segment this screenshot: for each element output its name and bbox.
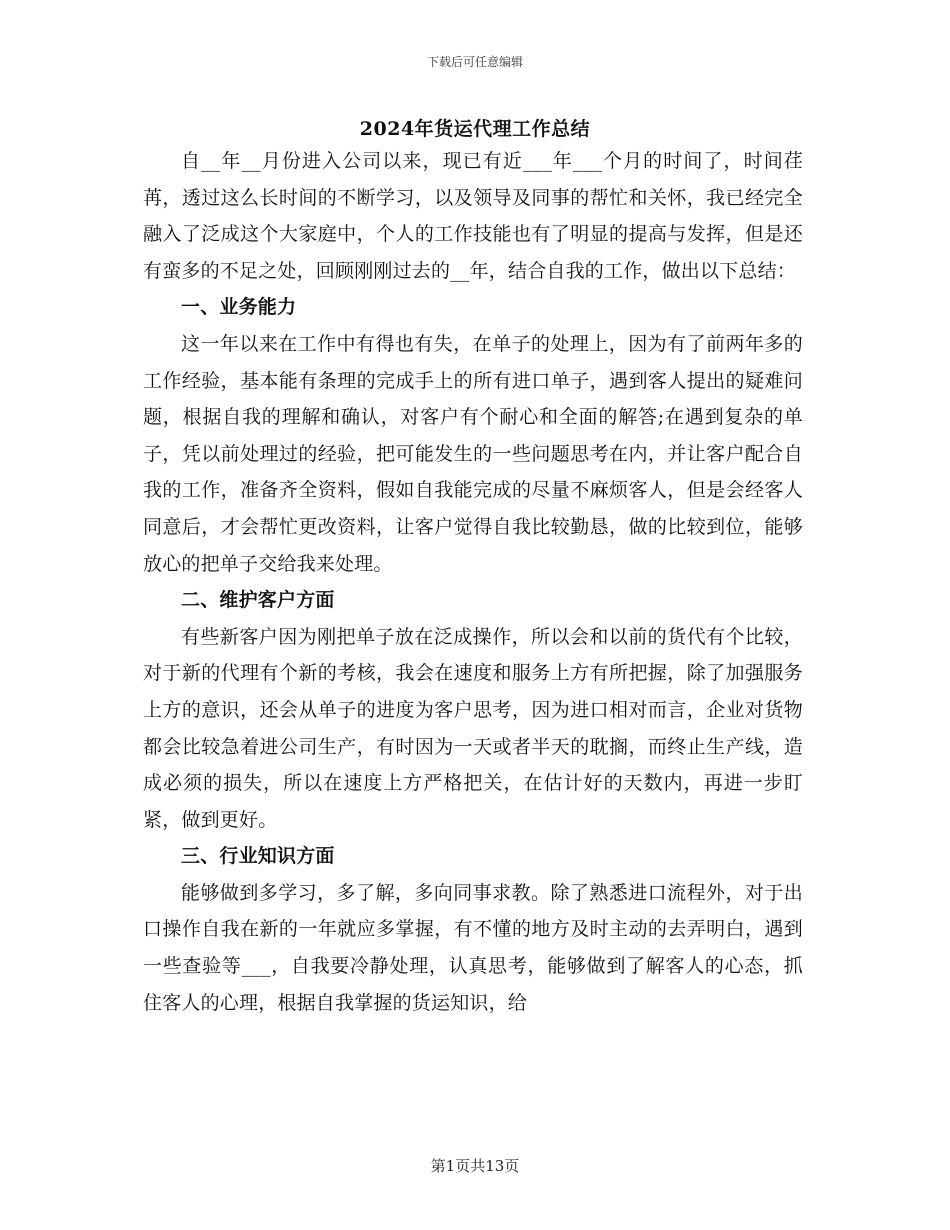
intro-paragraph: 自__年__月份进入公司以来，现已有近___年___个月的时间了，时间荏苒，透过这么长时间的不断学习，以及领导及同事的帮忙和关怀，我已经完全融入了泛成这个大家庭中，个人的工作技能也有了明显的提高与发挥，但是还有蛮多的不足之处，回顾刚刚过去的__年，结合自我的工作，做出以下总结： — [143, 150, 803, 282]
section-heading-customer-maintenance: 二、维护客户方面 — [181, 589, 335, 612]
section-paragraph-customer-maintenance: 有些新客户因为刚把单子放在泛成操作，所以会和以前的货代有个比较，对于新的代理有个新的考核，我会在速度和服务上方有所把握，除了加强服务上方的意识，还会从单子的进度为客户思考，因为进口相对而言，企业对货物都会比较急着进公司生产，有时因为一天或者半天的耽搁，而终止生产线，造成必须的损失，所以在速度上方严格把关，在估计好的天数内，再进一步盯紧，做到更好。 — [143, 625, 803, 831]
document-body — [143, 143, 803, 1021]
section-heading-business-ability: 一、业务能力 — [181, 296, 297, 319]
page-number-footer: 第1页共13页 — [430, 1157, 520, 1175]
section-paragraph-business-ability: 这一年以来在工作中有得也有失，在单子的处理上，因为有了前两年多的工作经验，基本能有条理的完成手上的所有进口单子，遇到客人提出的疑难问题，根据自我的理解和确认，对客户有个耐心和全面的解答;在遇到复杂的单子，凭以前处理过的经验，把可能发生的一些问题思考在内，并让客户配合自我的工作，准备齐全资料，假如自我能完成的尽量不麻烦客人，但是会经客人同意后，才会帮忙更改资料，让客户觉得自我比较勤恳，做的比较到位，能够放心的把单子交给我来处理。 — [143, 332, 803, 575]
document-title: 2024年货运代理工作总结 — [359, 118, 591, 140]
section-heading-industry-knowledge: 三、行业知识方面 — [181, 845, 335, 868]
section-paragraph-industry-knowledge: 能够做到多学习，多了解，多向同事求教。除了熟悉进口流程外，对于出口操作自我在新的一年就应多掌握，有不懂的地方及时主动的去弄明白，遇到一些查验等___，自我要冷静处理，认真思考，能够做到了解客人的心态，抓住客人的心理，根据自我掌握的货运知识，给 — [143, 881, 803, 1014]
page-header-note: 下载后可任意编辑 — [426, 55, 523, 69]
